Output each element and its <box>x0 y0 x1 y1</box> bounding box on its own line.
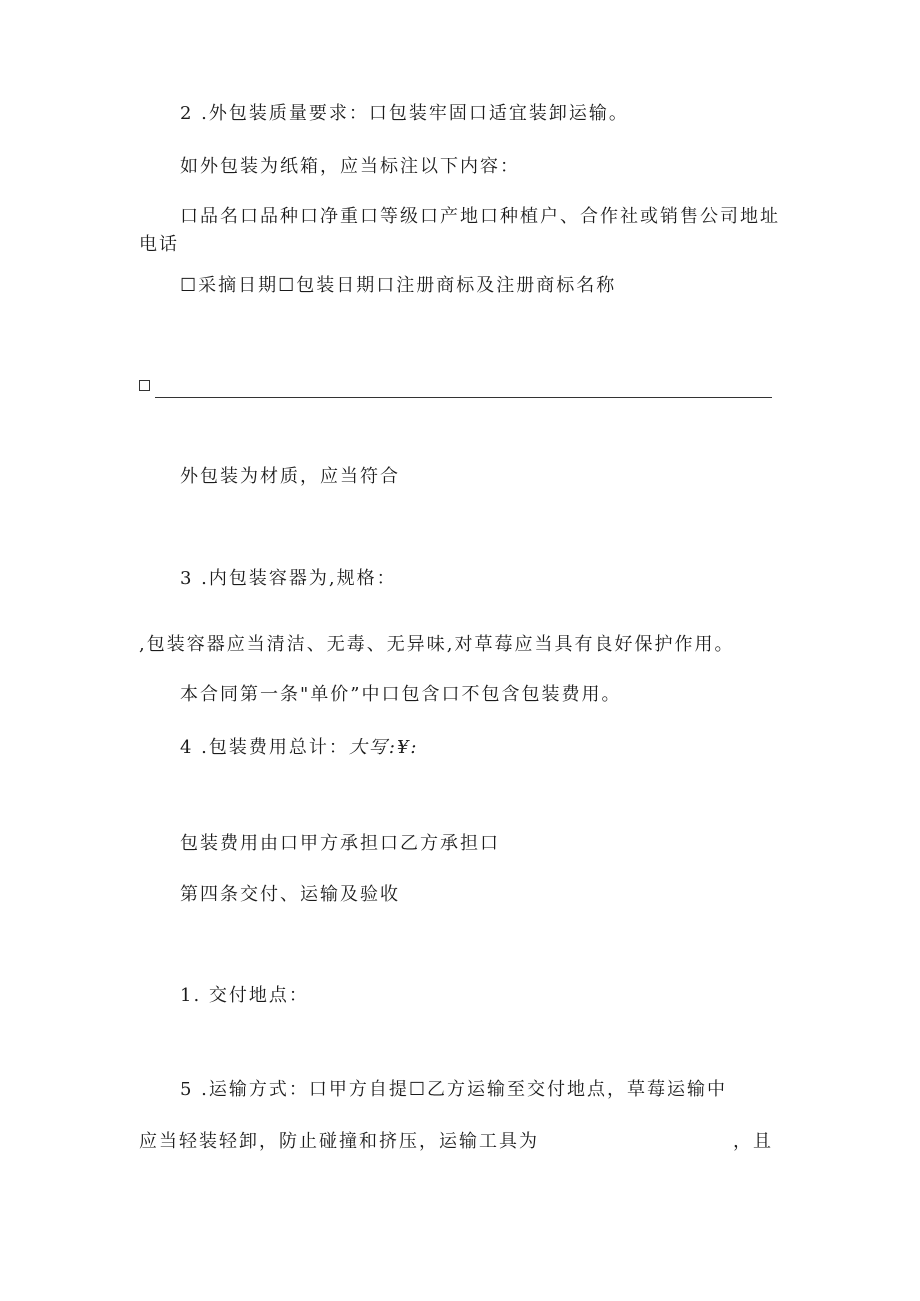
transport-method-clause: 5 .运输方式：口甲方自提☐乙方运输至交付地点，草莓运输中 <box>180 1079 728 1100</box>
delivery-location-clause: 1. 交付地点： <box>180 985 309 1006</box>
outer-material-clause: 外包装为材质，应当符合 <box>180 466 400 487</box>
unit-price-packaging-clause: 本合同第一条"单价”中口包含口不包含包装费用。 <box>180 684 622 705</box>
carton-label-intro: 如外包装为纸箱，应当标注以下内容： <box>180 156 520 177</box>
packaging-quality-clause: 2 .外包装质量要求：口包装牢固口适宜装卸运输。 <box>180 103 629 124</box>
transport-handling-clause: 应当轻装轻卸，防止碰撞和挤压，运输工具为 <box>139 1131 539 1152</box>
inner-packaging-clause: 3 .内包装容器为,规格： <box>180 568 397 589</box>
packaging-cost-bearer: 包装费用由口甲方承担口乙方承担口 <box>180 833 500 854</box>
article-four-heading: 第四条交付、运输及验收 <box>180 884 400 905</box>
label-items-continuation: 电话 <box>139 234 179 255</box>
packaging-total-label: 4 .包装费用总计： <box>180 737 349 758</box>
label-items-line: 口品名口品种口净重口等级口产地口种植户、合作社或销售公司地址 <box>180 206 780 227</box>
packaging-total-clause <box>180 735 419 761</box>
amount-in-words: 大写:¥: <box>348 737 419 758</box>
label-dates-line: ☐采摘日期☐包装日期口注册商标及注册商标名称 <box>180 275 617 296</box>
checkbox-icon <box>139 380 150 391</box>
container-requirements: ,包装容器应当清洁、无毒、无异味,对草莓应当具有良好保护作用。 <box>139 634 735 655</box>
transport-handling-tail: ，且 <box>733 1131 773 1152</box>
blank-fill-line <box>155 397 772 398</box>
